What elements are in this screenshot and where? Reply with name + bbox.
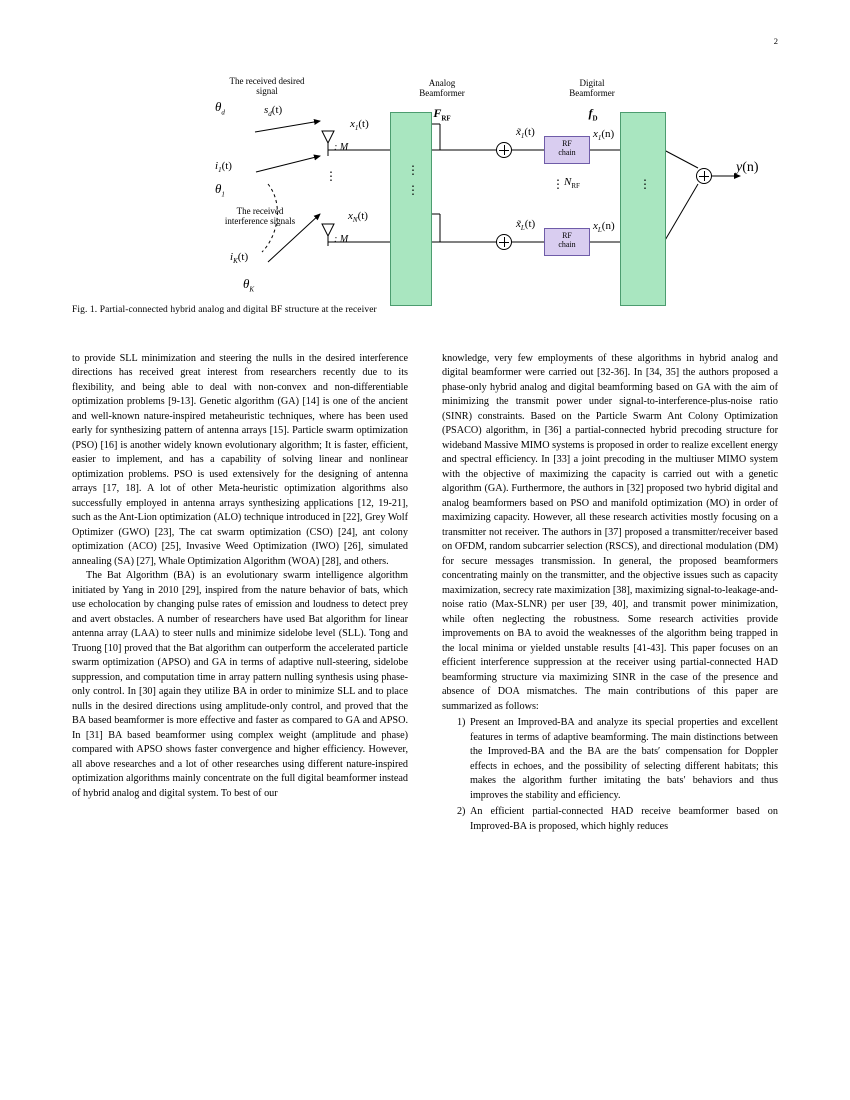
left-column [72,352,408,801]
sd-signal-label: $s_d(t)$ [264,104,283,119]
contributions-list [442,716,778,834]
digital-sub-label: Beamformer [569,88,615,99]
m-antennas-label-2: : M [334,234,349,245]
analog-group1-dots: ⋮ [407,163,419,177]
rf-chain-box-1: RF chain [544,136,590,164]
received-interference-label: The received interference signals [224,206,296,227]
xtilde-1-label: $x̃_1(t)$ [516,126,535,141]
f-d-symbol: $f_D$ [588,106,598,123]
adder-circle-1 [496,142,512,158]
list-item: 1. Present an Improved-BA and analyze its special properties and excellent features in terms of adaptive beamforming. The main distinctions between the Improved-BA and the BA are the bats′ compensation for Doppler effects in echoes, and the possibility of selecting different habitats; this makes the algorithm further imitating the bats′ behaviors and thus improves the stability and efficiency. [468,716,778,803]
figure-caption: Fig. 1. Partial-connected hybrid analog and digital BF structure at the receiver [72,305,377,315]
digital-weight-dots: ⋮ [639,177,651,191]
paragraph: The Bat Algorithm (BA) is an evolutionary swarm intelligence algorithm initiated by Yang in 2010 [29], inspired from the nature behavior of bats, which use echolocation by changing pulse rates of emission and loudness to detect prey and avert obstacles. A number of researchers have used Bat algorithm for linear antenna array (LAA) to steer nulls and minimize sidelobe level (SLL). Tong and Truong [10] proved that the Bat algorithm can outperform the accelerated particle swarm optimization (APSO) and GA in terms of adaptive null-steering, sidelobe suppression, and computation time in array pattern nulling synthesis using phase-only control. In [30] again they utilize BA in order to minimize SLL and to place nulls in the desired directions using amplitude-only control, and proved that the BA based beamformer is more effective and faster as compared to GA and APSO. In [31] BA based beamformer using complex weight (amplitude and phase) compared with APSO shows faster convergence and higher efficiency. However, all above researches and a lot of other researches using different nature-inspired optimization algorithms mainly concentrate on the full digital beamformer instead of hybrid analog and digital system. To best of our [72,570,408,799]
page-number: 2 [773,36,778,46]
analog-group-sep-dots: ⋮ [407,183,419,197]
digital-label: Digital [579,78,605,88]
paragraph: knowledge, very few employments of these algorithms in hybrid analog and digital beamformer were carried out [32-36]. In [34, 35] the authors proposed a phase-only hybrid analog and digital beamforming based on GA with the aim of minimizing the transmit power under signal-to-interference-plus-noise ratio (SINR) constraints. Based on the Particle Swarm Ant Colony Optimization (PSACO) algorithm, in [36] a partial-connected hybrid precoding structure for wideband Massive MIMO systems is proposed in order to realize excellent energy and spectral efficiency. In [33] a joint precoding in the multiuser MIMO system with the objective of maximizing the capacity is carried out with a genetic algorithm (GA). Furthermore, the authors in [32] proposed two hybrid digital and analog beamformers based on PSO and manifold optimization (MO) in order of maximizing capacity. However, all these research activities mostly focusing on a transmitter not receiver. The authors in [37] proposed a transmitter/receiver based on OFDM, random subcarrier selection (RSCS), and directional modulation (DM) for secure messages transmission. In general, the proposed beamformers concentrating mainly on the transmitter, and the objective issues such as capacity maximization, secrecy rate maximization [38], maximizing signal-to-leakage-and-noise ratio (Max-SLNR) per user [39, 40], and transmit power minimization, while often neglecting the robustness. Some research activities provide improvements on BA to avoid the weaknesses of the algorithm being trapped in the local minima or yielded unstable results [41-43]. This paper focuses on an efficient interference suppression at the receiver using partial-connected HAD beamforming structure via maximizing SINR in the case of the presence and absence of DOA mismatches. The main contributions of this paper are summarized as follows: [442,353,778,712]
theta-1-label: $\theta_1$ [215,181,225,199]
analog-sub-label: Beamformer [419,88,465,99]
antenna-dots: ⋮ [325,169,337,183]
body-columns [72,352,778,1052]
output-label: y(n) [736,160,759,175]
rf-chain-box-2: RF chain [544,228,590,256]
ik-signal-label: $i_K(t)$ [230,251,249,266]
adder-circle-2 [496,234,512,250]
list-item: 2. An efficient partial-connected HAD receive beamformer based on Improved-BA is proposed, which highly reduces [468,805,778,834]
figure-1 [72,64,778,324]
received-desired-signal-label: The received desired signal [229,76,305,97]
right-column [442,352,778,834]
m-antennas-label: : M [334,142,349,153]
rf-chain-dots: ⋮ [552,177,564,191]
xn-1-digital-label: $x_1(n)$ [593,128,615,143]
theta-d-label: $\theta_d$ [215,99,225,117]
n-rf-label: $N_{RF}$ [564,176,580,191]
xn-antenna-label: $x_N(t)$ [348,210,368,225]
f-rf-symbol: $F_{RF}$ [433,106,451,123]
analog-label: Analog [428,78,456,88]
i1-signal-label: $i_1(t)$ [215,160,232,175]
analog-beamformer-box [390,112,432,306]
output-adder-circle [696,168,712,184]
theta-k-label: $\theta_K$ [243,276,255,294]
paragraph: to provide SLL minimization and steering the nulls in the desired interference directions has received great interest from researchers recently due to its flexibility, and being able to deal with non-convex and non-differentiable optimization problems [9-13]. Genetic algorithm (GA) [14] is one of the ancient and well-known nature-inspired metaheuristic techniques, where has been used early for synthesizing pattern of antenna arrays [15]. Particle swarm optimization (PSO) [16] is another widely known evolutionary algorithm; It is faster, efficient, easier to implement, and has a capability of solving linear and nonlinear optimization problems. PSO is used extensively for the designing of antenna arrays [17, 18]. A lot of other Meta-heuristic optimization algorithms also successfully employed in antenna arrays synthesizing applications [12, 19-21], such as the Ant-Lion optimization (ALO) technique introduced in [22], Grey Wolf Optimizer (GWO) [23], The cat swarm optimization (CSO) [24], ant colony optimization (ACO) [25], Invasive Weed Optimization (IWO) [26], simulated annealing (SA) [27], Whale Optimization Algorithm (WOA) [28], and others. [72,353,408,567]
xtilde-l-label: $x̃_L(t)$ [516,218,536,233]
digital-beamformer-box [620,112,666,306]
x1-antenna-label: $x_1(t)$ [350,118,369,133]
xn-l-digital-label: $x_L(n)$ [593,220,615,235]
